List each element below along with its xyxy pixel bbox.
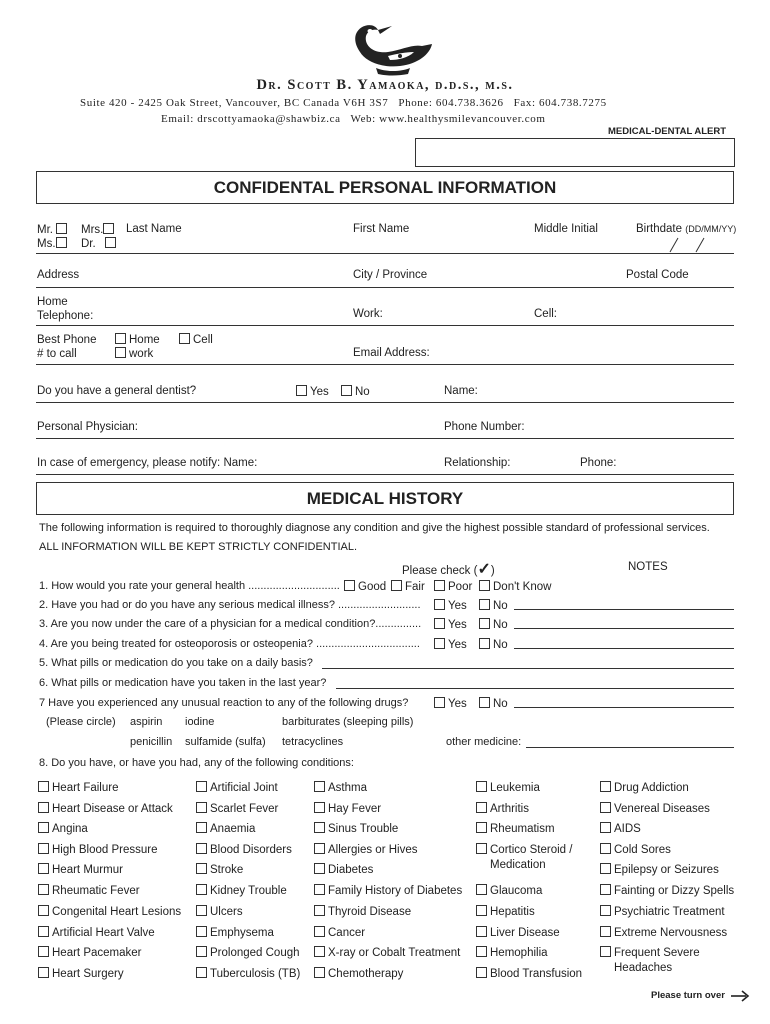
dr-label: Dr. — [81, 238, 96, 250]
q4-yes-checkbox[interactable] — [434, 638, 445, 649]
q3-yes-label: Yes — [448, 619, 467, 631]
best-phone-line2: # to call — [37, 348, 77, 360]
condition-checkbox[interactable] — [476, 946, 487, 957]
condition-checkbox[interactable] — [314, 905, 325, 916]
condition-label: Cold Sores — [614, 844, 671, 856]
medical-intro: The following information is required to thoroughly diagnose any condition and give the highest possible standard of professional services. — [39, 522, 710, 534]
medical-history-title: MEDICAL HISTORY — [306, 489, 464, 508]
q5-text: 5. What pills or medication do you take on a daily basis? — [39, 657, 313, 669]
drug-iodine[interactable]: iodine — [185, 716, 215, 728]
dentist-yes-checkbox[interactable] — [296, 385, 307, 396]
dentist-no-checkbox[interactable] — [341, 385, 352, 396]
condition-checkbox[interactable] — [196, 946, 207, 957]
best-work-label: work — [129, 348, 154, 360]
best-cell-option[interactable] — [179, 333, 213, 346]
q1-poor-label: Poor — [448, 581, 473, 593]
q1-poor-option[interactable] — [434, 580, 472, 593]
dr-checkbox[interactable] — [105, 237, 116, 248]
condition-scarlet-fever[interactable] — [196, 802, 278, 815]
condition-label: Anaemia — [210, 823, 256, 835]
best-work-checkbox[interactable] — [115, 347, 126, 358]
condition-label: Hay Fever — [328, 803, 382, 815]
condition-chemotherapy[interactable] — [314, 967, 403, 980]
personal-info-title: CONFIDENTAL PERSONAL INFORMATION — [213, 178, 557, 197]
condition-label: Angina — [52, 823, 88, 835]
q1-fair-option[interactable] — [391, 580, 425, 593]
mr-label: Mr. — [37, 224, 53, 236]
condition-label: Stroke — [210, 864, 244, 876]
condition-label: Allergies or Hives — [328, 844, 418, 856]
condition-label: Fainting or Dizzy Spells — [614, 885, 735, 897]
city-label: City / Province — [353, 269, 428, 281]
general-dentist-label: Do you have a general dentist? — [37, 385, 197, 397]
q7-yes-option[interactable] — [434, 697, 467, 710]
condition-checkbox[interactable] — [476, 905, 487, 916]
best-phone-line1: Best Phone — [37, 334, 97, 346]
confidential-notice: ALL INFORMATION WILL BE KEPT STRICTLY CONFIDENTIAL. — [39, 541, 358, 553]
q4-text: 4. Are you being treated for osteoporosis or osteopenia? .................................. — [39, 638, 420, 650]
q2-notes-line[interactable] — [514, 609, 734, 610]
condition-rheumatic-fever[interactable] — [38, 884, 140, 897]
condition-label: Congenital Heart Lesions — [52, 906, 182, 918]
q4-yes-option[interactable] — [434, 638, 467, 651]
q1-dk-checkbox[interactable] — [479, 580, 490, 591]
telephone-line[interactable] — [36, 325, 734, 326]
q7-no-option[interactable] — [479, 697, 508, 710]
best-work-option[interactable] — [115, 347, 153, 360]
condition-label: Heart Disease or Attack — [52, 803, 173, 815]
turn-over-text: Please turn over — [651, 990, 725, 1001]
please-check-text: Please check ( — [402, 565, 478, 577]
condition-checkbox[interactable] — [38, 802, 49, 813]
condition-label: Cortico Steroid / — [490, 844, 573, 856]
office-fax: Fax: 604.738.7275 — [513, 97, 607, 109]
condition-checkbox[interactable] — [600, 802, 611, 813]
condition-checkbox[interactable] — [196, 967, 207, 978]
q1-dk-option[interactable] — [479, 580, 551, 593]
dentist-yes-option[interactable] — [296, 385, 329, 398]
home-tel-line2: Telephone: — [37, 310, 94, 322]
condition-checkbox[interactable] — [314, 863, 325, 874]
condition-checkbox[interactable] — [600, 822, 611, 833]
condition-label: Artificial Joint — [210, 782, 278, 794]
q7-notes-line[interactable] — [514, 707, 734, 708]
condition-ulcers[interactable] — [196, 905, 243, 918]
condition-congenital-heart-lesions[interactable] — [38, 905, 181, 918]
best-cell-checkbox[interactable] — [179, 333, 190, 344]
title-ms[interactable] — [37, 237, 70, 250]
condition-aids[interactable] — [600, 822, 641, 835]
condition-checkbox[interactable] — [600, 781, 611, 792]
condition-label: Blood Disorders — [210, 844, 292, 856]
doctor-name: Dr. Scott B. Yamaoka, d.d.s., m.s. — [256, 77, 514, 93]
condition-label: AIDS — [614, 823, 641, 835]
drug-other-label: other medicine: — [446, 736, 522, 748]
q5-answer-line[interactable] — [322, 668, 734, 669]
please-check — [402, 559, 495, 579]
condition-heart-pacemaker[interactable] — [38, 946, 141, 959]
condition-family-history-of-diabetes[interactable] — [314, 884, 462, 897]
q3-notes-line[interactable] — [514, 628, 734, 629]
condition-label: Heart Pacemaker — [52, 947, 142, 959]
drug-sulfa[interactable]: sulfamide (sulfa) — [185, 736, 266, 748]
drug-other-line[interactable] — [526, 747, 734, 748]
condition-psychiatric-treatment[interactable] — [600, 905, 725, 918]
condition-label: Hepatitis — [490, 906, 535, 918]
condition-checkbox[interactable] — [196, 905, 207, 916]
q1-dk-label: Don't Know — [493, 581, 552, 593]
q3-no-checkbox[interactable] — [479, 618, 490, 629]
title-dr[interactable] — [81, 237, 119, 250]
title-mr[interactable] — [37, 223, 70, 236]
condition-checkbox[interactable] — [600, 946, 611, 957]
condition-diabetes[interactable] — [314, 863, 373, 876]
q7-yes-label: Yes — [448, 698, 467, 710]
q3-yes-checkbox[interactable] — [434, 618, 445, 629]
condition-label: Asthma — [328, 782, 367, 794]
q2-no-option[interactable] — [479, 599, 508, 612]
condition-checkbox[interactable] — [476, 967, 487, 978]
condition-checkbox[interactable] — [476, 822, 487, 833]
condition-prolonged-cough[interactable] — [196, 946, 300, 959]
condition-blood-transfusion[interactable] — [476, 967, 582, 980]
condition-anaemia[interactable] — [196, 822, 255, 835]
condition-label: Venereal Diseases — [614, 803, 710, 815]
condition-cortico-steroid[interactable] — [476, 843, 572, 856]
condition-blood-disorders[interactable] — [196, 843, 292, 856]
condition-checkbox[interactable] — [600, 863, 611, 874]
condition-arthritis[interactable] — [476, 802, 529, 815]
condition-label: Blood Transfusion — [490, 968, 583, 980]
condition-label: Psychiatric Treatment — [614, 906, 725, 918]
drug-aspirin[interactable]: aspirin — [130, 716, 163, 728]
condition-label: Heart Murmur — [52, 864, 123, 876]
q2-no-label: No — [493, 600, 508, 612]
condition-stroke[interactable] — [196, 863, 243, 876]
email-line[interactable] — [36, 364, 734, 365]
condition-label: Scarlet Fever — [210, 803, 279, 815]
condition-allergies-or-hives[interactable] — [314, 843, 417, 856]
condition-checkbox[interactable] — [196, 884, 207, 895]
condition-kidney-trouble[interactable] — [196, 884, 287, 897]
drug-penicillin[interactable]: penicillin — [130, 736, 173, 748]
physician-line[interactable] — [36, 438, 734, 439]
middle-initial-label: Middle Initial — [534, 223, 598, 235]
name-line[interactable] — [36, 253, 734, 254]
condition-frequent-severe[interactable] — [600, 946, 700, 959]
condition-checkbox[interactable] — [314, 967, 325, 978]
condition-checkbox[interactable] — [314, 926, 325, 937]
mrs-label: Mrs. — [81, 224, 104, 236]
condition-label: Tuberculosis (TB) — [210, 968, 301, 980]
email-label: Email Address: — [353, 347, 430, 359]
condition-checkbox[interactable] — [314, 843, 325, 854]
q6-answer-line[interactable] — [336, 688, 734, 689]
dentist-no-option[interactable] — [341, 385, 370, 398]
emergency-line[interactable] — [36, 474, 734, 475]
condition-cold-sores[interactable] — [600, 843, 671, 856]
condition-label: Frequent Severe — [614, 947, 700, 959]
condition-label: Rheumatic Fever — [52, 885, 140, 897]
physician-label: Personal Physician: — [37, 421, 138, 433]
condition-label: Leukemia — [490, 782, 540, 794]
best-phone-label — [37, 333, 96, 361]
condition-checkbox[interactable] — [476, 781, 487, 792]
dentist-line[interactable] — [36, 402, 734, 403]
condition-drug-addiction[interactable] — [600, 781, 689, 794]
condition-cancer[interactable] — [314, 926, 365, 939]
q3-text: 3. Are you now under the care of a physician for a medical condition?............... — [39, 618, 422, 630]
q3-yes-option[interactable] — [434, 618, 467, 631]
condition-liver-disease[interactable] — [476, 926, 560, 939]
q1-good-checkbox[interactable] — [344, 580, 355, 591]
condition-label: Hemophilia — [490, 947, 548, 959]
q2-yes-option[interactable] — [434, 599, 467, 612]
drug-barbiturates[interactable]: barbiturates (sleeping pills) — [282, 716, 414, 728]
condition-label: Rheumatism — [490, 823, 555, 835]
condition-label: Arthritis — [490, 803, 529, 815]
condition-thyroid-disease[interactable] — [314, 905, 411, 918]
condition-headaches — [614, 962, 672, 974]
condition-label: Medication — [490, 859, 546, 871]
birthdate-label — [636, 223, 736, 235]
q4-notes-line[interactable] — [514, 648, 734, 649]
office-web: Web: www.healthysmilevancouver.com — [350, 113, 546, 125]
dentist-no-label: No — [355, 386, 370, 398]
condition-checkbox[interactable] — [196, 843, 207, 854]
q8-text: 8. Do you have, or have you had, any of the following conditions: — [39, 757, 354, 769]
condition-checkbox[interactable] — [314, 884, 325, 895]
q1-good-label: Good — [358, 581, 387, 593]
dentist-name-label: Name: — [444, 385, 478, 397]
q1-fair-checkbox[interactable] — [391, 580, 402, 591]
condition-checkbox[interactable] — [600, 926, 611, 937]
condition-checkbox[interactable] — [38, 863, 49, 874]
condition-leukemia[interactable] — [476, 781, 540, 794]
q4-no-checkbox[interactable] — [479, 638, 490, 649]
condition-label: Emphysema — [210, 927, 274, 939]
condition-angina[interactable] — [38, 822, 88, 835]
office-address: Suite 420 - 2425 Oak Street, Vancouver, BC Canada V6H 3S7 — [80, 97, 389, 109]
physician-phone-label: Phone Number: — [444, 421, 525, 433]
arrow-right-icon — [730, 990, 750, 1002]
home-tel-line1: Home — [37, 296, 68, 308]
loon-logo — [348, 20, 434, 76]
condition-checkbox[interactable] — [38, 946, 49, 957]
condition-label: Extreme Nervousness — [614, 927, 728, 939]
condition-epilepsy-or-seizures[interactable] — [600, 863, 719, 876]
condition-checkbox[interactable] — [476, 802, 487, 813]
condition-checkbox[interactable] — [196, 926, 207, 937]
q4-yes-label: Yes — [448, 639, 467, 651]
q7-circle-note: (Please circle) — [46, 716, 116, 728]
mr-checkbox[interactable] — [56, 223, 67, 234]
condition-label: X-ray or Cobalt Treatment — [328, 947, 461, 959]
turn-over — [651, 990, 725, 1001]
q7-yes-checkbox[interactable] — [434, 697, 445, 708]
last-name-label: Last Name — [126, 223, 182, 235]
cell-label: Cell: — [534, 308, 558, 320]
condition-label: Family History of Diabetes — [328, 885, 463, 897]
q7-no-checkbox[interactable] — [479, 697, 490, 708]
condition-checkbox[interactable] — [38, 884, 49, 895]
title-mrs[interactable] — [81, 223, 117, 236]
q1-good-option[interactable] — [344, 580, 386, 593]
condition-label: Thyroid Disease — [328, 906, 412, 918]
condition-label: Heart Failure — [52, 782, 119, 794]
condition-rheumatism[interactable] — [476, 822, 555, 835]
condition-tuberculosis-tb[interactable] — [196, 967, 300, 980]
condition-label: Artificial Heart Valve — [52, 927, 155, 939]
best-home-option[interactable] — [115, 333, 160, 346]
condition-label: Heart Surgery — [52, 968, 124, 980]
q2-yes-checkbox[interactable] — [434, 599, 445, 610]
condition-checkbox[interactable] — [196, 781, 207, 792]
condition-label: High Blood Pressure — [52, 844, 158, 856]
postal-label: Postal Code — [626, 269, 689, 281]
condition-fainting-or-dizzy-spells[interactable] — [600, 884, 734, 897]
birthdate-text: Birthdate — [636, 223, 683, 235]
address-line-field[interactable] — [36, 287, 734, 288]
emergency-label: In case of emergency, please notify: Name: — [37, 457, 258, 469]
home-tel-label — [37, 295, 93, 323]
condition-checkbox[interactable] — [38, 967, 49, 978]
please-check-paren: ) — [490, 565, 495, 577]
relationship-label: Relationship: — [444, 457, 511, 469]
condition-label: Glaucoma — [490, 885, 543, 897]
q2-text: 2. Have you had or do you have any serious medical illness? ........................... — [39, 599, 421, 611]
condition-heart-murmur[interactable] — [38, 863, 123, 876]
q2-yes-label: Yes — [448, 600, 467, 612]
condition-label: Prolonged Cough — [210, 947, 300, 959]
medical-alert-label: MEDICAL-DENTAL ALERT — [608, 126, 727, 137]
medical-alert-box[interactable] — [415, 138, 735, 167]
first-name-label: First Name — [353, 223, 410, 235]
contact-line — [161, 113, 546, 125]
best-home-label: Home — [129, 334, 160, 346]
condition-label: Liver Disease — [490, 927, 560, 939]
condition-high-blood-pressure[interactable] — [38, 843, 157, 856]
condition-checkbox[interactable] — [476, 926, 487, 937]
condition-venereal-diseases[interactable] — [600, 802, 710, 815]
condition-hepatitis[interactable] — [476, 905, 535, 918]
condition-sinus-trouble[interactable] — [314, 822, 398, 835]
ms-checkbox[interactable] — [56, 237, 67, 248]
address-line — [80, 97, 607, 109]
condition-extreme-nervousness[interactable] — [600, 926, 727, 939]
condition-checkbox[interactable] — [38, 781, 49, 792]
condition-label: Drug Addiction — [614, 782, 689, 794]
office-phone: Phone: 604.738.3626 — [398, 97, 504, 109]
condition-label: Kidney Trouble — [210, 885, 287, 897]
q1-fair-label: Fair — [405, 581, 425, 593]
address-label: Address — [37, 269, 80, 281]
q1-text: 1. How would you rate your general health .............................. — [39, 580, 340, 592]
q2-no-checkbox[interactable] — [479, 599, 490, 610]
best-home-checkbox[interactable] — [115, 333, 126, 344]
condition-artificial-joint[interactable] — [196, 781, 278, 794]
condition-asthma[interactable] — [314, 781, 367, 794]
condition-glaucoma[interactable] — [476, 884, 542, 897]
drug-tetracyclines[interactable]: tetracyclines — [282, 736, 344, 748]
condition-label: Chemotherapy — [328, 968, 404, 980]
condition-checkbox[interactable] — [314, 946, 325, 957]
condition-checkbox[interactable] — [314, 802, 325, 813]
ms-label: Ms. — [37, 238, 56, 250]
condition-heart-surgery[interactable] — [38, 967, 124, 980]
best-cell-label: Cell — [193, 334, 213, 346]
condition-label: Sinus Trouble — [328, 823, 399, 835]
condition-heart-disease-or-attack[interactable] — [38, 802, 173, 815]
condition-checkbox[interactable] — [38, 905, 49, 916]
condition-checkbox[interactable] — [600, 843, 611, 854]
birthdate-format: (DD/MM/YY) — [685, 224, 737, 234]
condition-checkbox[interactable] — [38, 926, 49, 937]
q6-text: 6. What pills or medication have you taken in the last year? — [39, 677, 327, 689]
condition-label: Headaches — [614, 962, 673, 974]
condition-x-ray-or-cobalt-treatment[interactable] — [314, 946, 460, 959]
condition-label: Diabetes — [328, 864, 374, 876]
condition-checkbox[interactable] — [314, 822, 325, 833]
condition-checkbox[interactable] — [600, 905, 611, 916]
condition-label: Epilepsy or Seizures — [614, 864, 719, 876]
condition-checkbox[interactable] — [196, 822, 207, 833]
birthdate-slashes — [668, 236, 708, 254]
office-email: Email: drscottyamaoka@shawbiz.ca — [161, 113, 341, 125]
condition-checkbox[interactable] — [476, 843, 487, 854]
notes-heading: NOTES — [628, 561, 668, 573]
q1-poor-checkbox[interactable] — [434, 580, 445, 591]
condition-artificial-heart-valve[interactable] — [38, 926, 155, 939]
q4-no-label: No — [493, 639, 508, 651]
condition-checkbox[interactable] — [314, 781, 325, 792]
condition-hemophilia[interactable] — [476, 946, 548, 959]
q3-no-label: No — [493, 619, 508, 631]
condition-emphysema[interactable] — [196, 926, 274, 939]
dentist-yes-label: Yes — [310, 386, 329, 398]
condition-medication — [490, 859, 546, 871]
condition-heart-failure[interactable] — [38, 781, 118, 794]
condition-checkbox[interactable] — [196, 802, 207, 813]
condition-hay-fever[interactable] — [314, 802, 381, 815]
checkmark-icon: ✓ — [477, 561, 491, 578]
q4-no-option[interactable] — [479, 638, 508, 651]
condition-label: Cancer — [328, 927, 366, 939]
condition-checkbox[interactable] — [476, 884, 487, 895]
work-label: Work: — [353, 308, 383, 320]
condition-label: Ulcers — [210, 906, 243, 918]
condition-checkbox[interactable] — [600, 884, 611, 895]
q7-no-label: No — [493, 698, 508, 710]
condition-checkbox[interactable] — [196, 863, 207, 874]
mrs-checkbox[interactable] — [103, 223, 114, 234]
condition-checkbox[interactable] — [38, 843, 49, 854]
condition-checkbox[interactable] — [38, 822, 49, 833]
emergency-phone-label: Phone: — [580, 457, 617, 469]
q3-no-option[interactable] — [479, 618, 508, 631]
q7-text: 7 Have you experienced any unusual reaction to any of the following drugs? — [39, 697, 409, 709]
